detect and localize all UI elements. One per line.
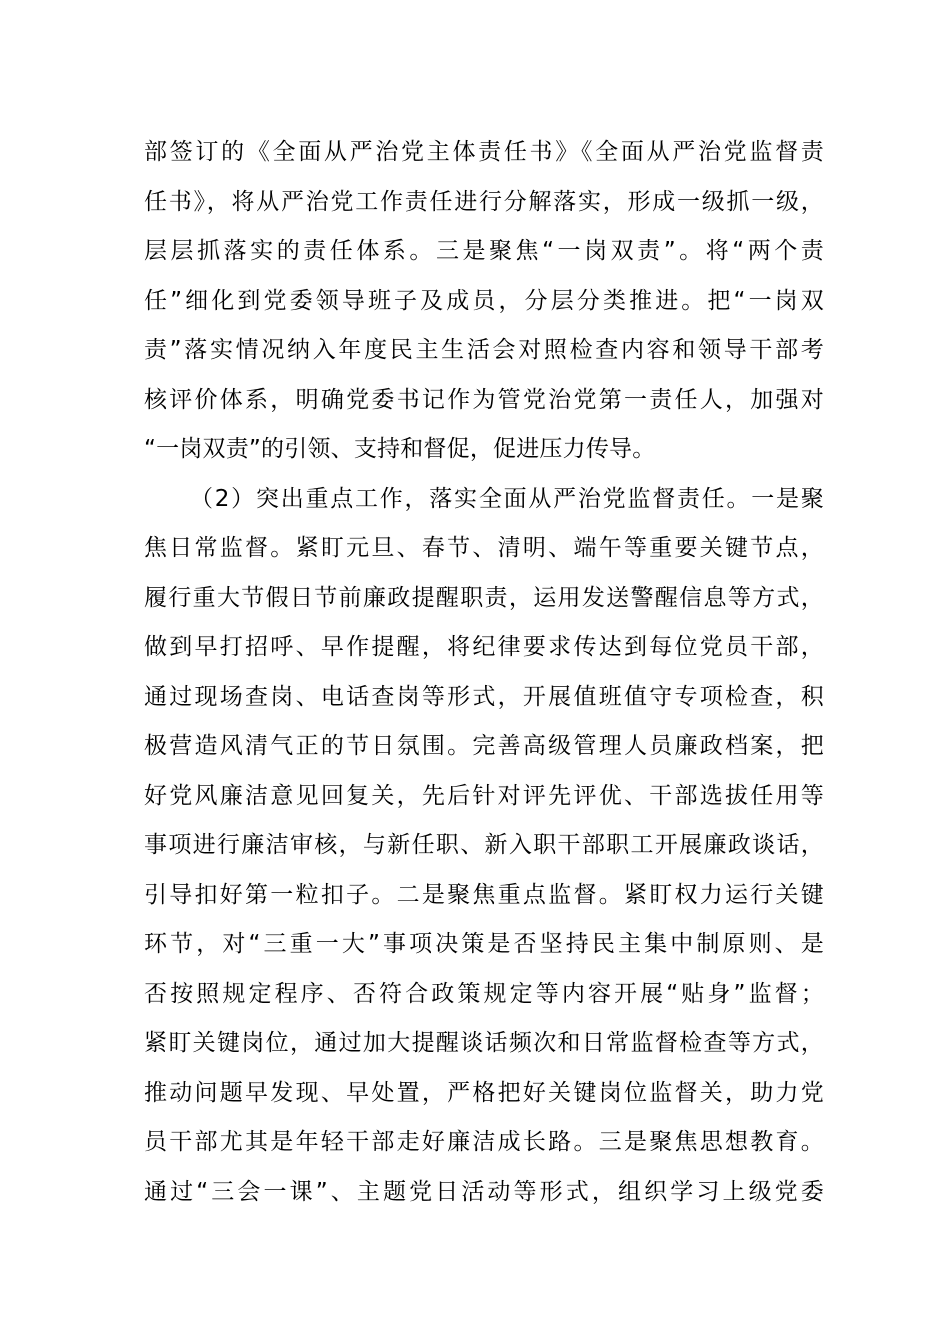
text-line: 极营造风清气正的节日氛围。完善高级管理人员廉政档案，把 <box>144 733 824 759</box>
paragraph-start-line: （2）突出重点工作，落实全面从严治党监督责任。一是聚 <box>190 485 824 512</box>
text-line: 通过“三会一课”、主题党日活动等形式，组织学习上级党委 <box>144 1178 824 1205</box>
text-line: 焦日常监督。紧盯元旦、春节、清明、端午等重要关键节点， <box>144 535 824 561</box>
text-line: 否按照规定程序、否符合政策规定等内容开展“贴身”监督； <box>144 980 824 1007</box>
text-line: 做到早打招呼、早作提醒，将纪律要求传达到每位党员干部， <box>144 634 824 660</box>
text-line: 任”细化到党委领导班子及成员，分层分类推进。把“一岗双 <box>144 287 824 314</box>
text-line: 通过现场查岗、电话查岗等形式，开展值班值守专项检查，积 <box>144 683 824 710</box>
text-line: 层层抓落实的责任体系。三是聚焦“一岗双责”。将“两个责 <box>144 238 824 264</box>
text-line: 责”落实情况纳入年度民主生活会对照检查内容和领导干部考 <box>144 337 824 363</box>
text-line: 好党风廉洁意见回复关，先后针对评先评优、干部选拔任用等 <box>144 782 824 809</box>
text-line: 推动问题早发现、早处置，严格把好关键岗位监督关，助力党 <box>144 1079 824 1106</box>
text-line: 紧盯关键岗位，通过加大提醒谈话频次和日常监督检查等方式， <box>144 1030 824 1056</box>
text-line: 员干部尤其是年轻干部走好廉洁成长路。三是聚焦思想教育。 <box>144 1129 824 1155</box>
body-text <box>144 128 824 1217</box>
text-line: 任书》，将从严治党工作责任进行分解落实，形成一级抓一级， <box>144 188 824 215</box>
text-line: 环节，对“三重一大”事项决策是否坚持民主集中制原则、是 <box>144 931 824 957</box>
text-line: 核评价体系，明确党委书记作为管党治党第一责任人，加强对 <box>144 386 824 413</box>
text-line: 部签订的《全面从严治党主体责任书》《全面从严治党监督责 <box>144 139 824 165</box>
text-line: 引导扣好第一粒扣子。二是聚焦重点监督。紧盯权力运行关键 <box>144 881 824 908</box>
text-line: 事项进行廉洁审核，与新任职、新入职干部职工开展廉政谈话， <box>144 832 824 858</box>
text-line: “一岗双责”的引领、支持和督促，促进压力传导。 <box>144 436 656 462</box>
text-line: 履行重大节假日节前廉政提醒职责，运用发送警醒信息等方式， <box>144 584 824 611</box>
